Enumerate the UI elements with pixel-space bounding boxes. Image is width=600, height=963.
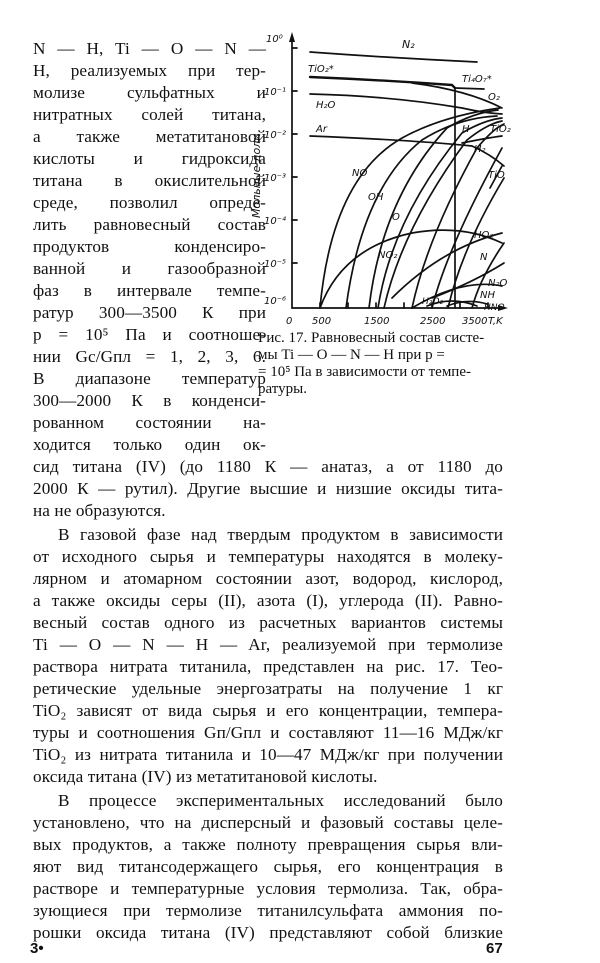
caption-line: мы Ti — O — N — H при p = (258, 347, 445, 363)
text-line: Ti — O — N — H — Ar, реализуемой при термолизе (33, 635, 503, 654)
text-line: рованном состоянии на- (33, 413, 266, 432)
text-line: растворе и температурные условия термолиза. Так, обра- (33, 879, 503, 898)
text-line: H, реализуемых при тер- (33, 61, 266, 80)
text-line: TiO₂ зависят от вида сырья и его концентрации, темпера- (33, 701, 503, 720)
text-line: от исходного сырья и температуры находятся в молеку- (33, 547, 503, 566)
text-line: В газовой фазе над твердым продуктом в зависимости (58, 525, 503, 544)
text-line: лить равновесный состав (33, 215, 266, 234)
text-line: яют вид титансодержащего сырья, его концентрация в (33, 857, 503, 876)
page-number: 67 (486, 940, 503, 957)
curve-label-HO2: HO₂ (474, 230, 494, 241)
y-tick-label: 10⁰ (266, 34, 283, 45)
caption-line: Рис. 17. Равновесный состав систе- (258, 330, 485, 346)
curve-label-OH: OH (368, 192, 384, 203)
curve-label-O: O (392, 212, 400, 223)
y-tick-label: 10⁻⁵ (264, 259, 287, 270)
x-tick-label: 2500 (420, 316, 446, 327)
text-line: N — H, Ti — O — N — (33, 39, 266, 58)
curve-label-N: N (480, 252, 488, 263)
text-line: молизе сульфатных и (33, 83, 266, 102)
curve-label-Ti4O7: Ti₄O₇* (462, 74, 492, 85)
text-line: лярном и атомарном состоянии азот, водород, кислород, (33, 569, 503, 588)
text-line: 2000 К — рутил). Другие высшие и низшие оксиды тита- (33, 479, 503, 498)
y-axis-title: Мольные доли (250, 133, 263, 218)
y-tick-label: 10⁻³ (264, 173, 287, 184)
text-line: а также метатитановой (33, 127, 266, 146)
curve-label-TiO2: TiO₂ (490, 124, 511, 135)
curve-label-NO2: NO₂ (378, 250, 398, 261)
curve-label-NO: NO (352, 168, 368, 179)
text-line: среде, позволил опреде- (33, 193, 266, 212)
text-line: оксида титана (IV) из метатитановой кислоты. (33, 767, 378, 786)
text-line: ретические удельные энергозатраты на получение 1 кг (33, 679, 503, 698)
text-line: В диапазоне температур (33, 369, 266, 388)
text-line: нии Gс/Gпл = 1, 2, 3, 6. (33, 347, 266, 366)
caption-line: ратуры. (258, 381, 307, 397)
y-tick-label: 10⁻² (264, 130, 287, 141)
caption-line: = 10⁵ Па в зависимости от темпе- (258, 364, 471, 380)
text-line: установлено, что на дисперсный и фазовый составы целе- (33, 813, 503, 832)
text-line: ванной и газообразной (33, 259, 266, 278)
x-tick-label: 3500 (462, 316, 488, 327)
text-line: весный состав одного из расчетных вариантов системы (33, 613, 503, 632)
text-line: рошки оксида титана (IV) представляют собой близкие (33, 923, 503, 942)
curve-label-H2O2: H₂O₂ (422, 297, 444, 307)
text-line: кислоты и гидроксида (33, 149, 266, 168)
x-tick-label: 1500 (364, 316, 390, 327)
x-tick-label: 500 (312, 316, 332, 327)
text-line: TiO₂ из нитрата титанила и 10—47 МДж/кг при получении (33, 745, 503, 764)
curve-label-H: H (462, 124, 470, 135)
x-axis-title: T,K (488, 316, 503, 327)
curve-label-H2O: H₂O (316, 100, 336, 111)
y-tick-label: 10⁻⁴ (264, 216, 287, 227)
text-line: нитратных солей титана, (33, 105, 266, 124)
curve-label-HNO: HNO (484, 303, 505, 313)
curve-label-H2: H₂ (474, 144, 486, 155)
curve-label-TiO2-solid: TiO₂* (308, 64, 334, 75)
text-line: фаз в интервале темпе- (33, 281, 266, 300)
y-tick-label: 10⁻⁶ (264, 296, 287, 307)
text-line: на не образуются. (33, 501, 166, 520)
text-line: титана в окислительной (33, 171, 266, 190)
curve-label-N2O: N₂O (488, 278, 508, 289)
text-line: раствора нитрата титанила, представлен на рис. 17. Тео- (33, 657, 503, 676)
x-tick-label: 0 (286, 316, 293, 327)
signature-mark: 3• (30, 940, 44, 957)
text-line: В процессе экспериментальных исследований было (58, 791, 503, 810)
text-line: вых продуктов, а также полноту превращения сырья вли- (33, 835, 503, 854)
text-line: а также оксиды серы (II), азота (I), углерода (II). Равно- (33, 591, 503, 610)
curve-label-O2: O₂ (488, 92, 500, 103)
equilibrium-composition-chart (250, 28, 512, 328)
text-line: сид титана (IV) (до 1180 К — анатаз, а от 1180 до (33, 457, 503, 476)
curve-label-N2: N₂ (402, 38, 415, 51)
y-tick-label: 10⁻¹ (264, 87, 287, 98)
curve-label-Ar: Ar (316, 124, 327, 135)
text-line: ходится только один ок- (33, 435, 266, 454)
text-line: зующиеся при термолизе титанилсульфата аммония по- (33, 901, 503, 920)
text-line: 300—2000 К в конденси- (33, 391, 266, 410)
text-line: ратур 300—3500 К при (33, 303, 266, 322)
curve-label-NH: NH (480, 290, 495, 301)
curve-label-TiO: TiO (488, 170, 505, 181)
text-line: туры и соотношения Gп/Gпл и составляют 11—16 МДж/кг (33, 723, 503, 742)
text-line: p = 10⁵ Па и соотноше- (33, 325, 266, 344)
text-line: продуктов конденсиро- (33, 237, 266, 256)
